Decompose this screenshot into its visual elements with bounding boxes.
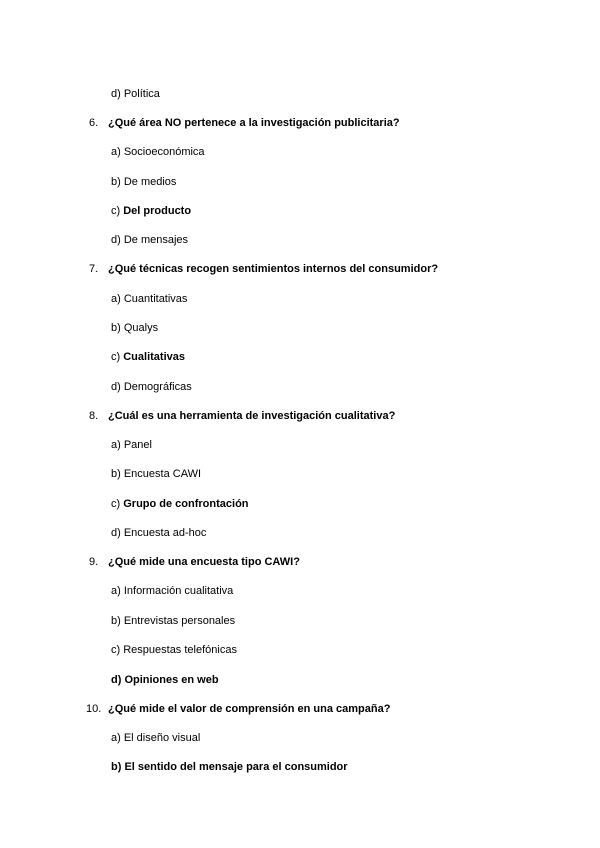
q8-option-d: d) Encuesta ad-hoc <box>111 527 207 539</box>
q9-option-a: a) Información cualitativa <box>111 585 234 597</box>
option-d-prev: d) Política <box>111 88 160 100</box>
question-text-7: ¿Qué técnicas recogen sentimientos internos del consumidor? <box>108 263 439 275</box>
q6-option-c-prefix: c) <box>111 205 121 217</box>
question-text-10: ¿Qué mide el valor de comprensión en una campaña? <box>108 703 391 715</box>
q8-option-c <box>111 498 249 511</box>
question-text-8: ¿Cuál es una herramienta de investigación cualitativa? <box>108 410 396 422</box>
q7-correct-answer: Cualitativas <box>123 351 185 363</box>
question-number-7: 7. <box>89 263 99 275</box>
question-text-6: ¿Qué área NO pertenece a la investigación publicitaria? <box>108 117 400 129</box>
question-number-8: 8. <box>89 410 99 422</box>
q6-option-a: a) Socioeconómica <box>111 146 205 158</box>
question-text-9: ¿Qué mide una encuesta tipo CAWI? <box>108 556 300 568</box>
q6-correct-answer: Del producto <box>123 205 192 217</box>
q10-option-a: a) El diseño visual <box>111 732 201 744</box>
q6-option-b: b) De medios <box>111 176 177 188</box>
q7-option-b: b) Qualys <box>111 322 159 334</box>
q6-option-d: d) De mensajes <box>111 234 189 246</box>
question-number-10: 10. <box>86 703 102 715</box>
q7-option-d: d) Demográficas <box>111 381 192 393</box>
question-number-6: 6. <box>89 117 99 129</box>
q6-option-c <box>111 205 191 218</box>
q10-correct-answer: b) El sentido del mensaje para el consumidor <box>111 761 348 773</box>
q8-correct-answer: Grupo de confrontación <box>123 498 249 510</box>
q8-option-c-prefix: c) <box>111 498 121 510</box>
q7-option-c-prefix: c) <box>111 351 121 363</box>
q9-option-c: c) Respuestas telefónicas <box>111 644 237 656</box>
q7-option-c <box>111 351 185 364</box>
q7-option-a: a) Cuantitativas <box>111 293 188 305</box>
q9-correct-answer: d) Opiniones en web <box>111 674 219 686</box>
q9-option-b: b) Entrevistas personales <box>111 615 236 627</box>
question-number-9: 9. <box>89 556 99 568</box>
q8-option-b: b) Encuesta CAWI <box>111 468 202 480</box>
q8-option-a: a) Panel <box>111 439 152 451</box>
